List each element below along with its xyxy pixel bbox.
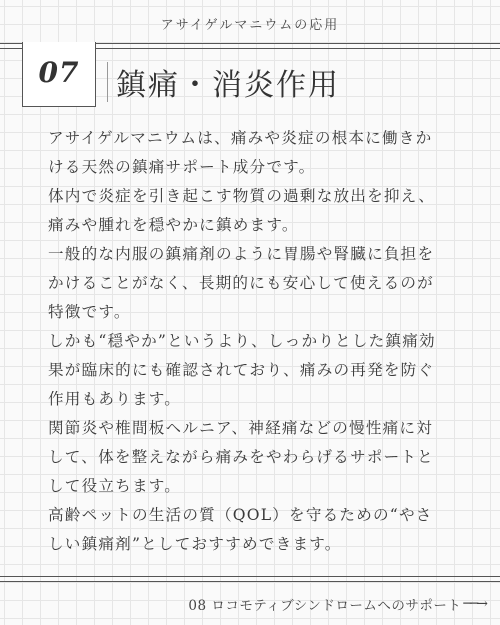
body-line: しい鎮痛剤”としておすすめできます。: [48, 535, 342, 553]
body-line: かけることがなく、長期的にも安心して使えるのが: [48, 274, 434, 292]
arrow-right-icon: ──→: [463, 596, 486, 612]
body-line: して役立ちます。: [48, 477, 182, 495]
body-line: 一般的な内服の鎮痛剤のように胃腸や腎臓に負担を: [48, 245, 435, 263]
bottom-divider: [0, 576, 500, 582]
body-line: ける天然の鎮痛サポート成分です。: [48, 158, 316, 176]
heading-separator: [107, 62, 108, 102]
section-number-badge: [22, 42, 96, 107]
next-section-link[interactable]: [188, 594, 486, 614]
section-title: 鎮痛・消炎作用: [116, 68, 340, 103]
body-line: 高齢ペットの生活の質（QOL）を守るための“やさ: [48, 506, 433, 524]
body-line: して、体を整えながら痛みをやわらげるサポートと: [48, 448, 434, 466]
body-line: 果が臨床的にも確認されており、痛みの再発を防ぐ: [48, 361, 435, 379]
body-line: しかも“穏やか”というより、しっかりとした鎮痛効: [48, 332, 436, 350]
body-line: 作用もあります。: [48, 390, 182, 408]
body-text: [48, 124, 468, 559]
body-line: 体内で炎症を引き起こす物質の過剰な放出を抑え、: [48, 187, 436, 205]
body-line: 痛みや腫れを穏やかに鎮めます。: [48, 216, 299, 234]
body-line: アサイゲルマニウムは、痛みや炎症の根本に働きか: [48, 129, 433, 147]
next-section-label: 08 ロコモティブシンドロームへのサポート: [188, 598, 462, 614]
section-number: 07: [38, 56, 80, 89]
body-line: 関節炎や椎間板ヘルニア、神経痛などの慢性痛に対: [48, 419, 434, 437]
page-header-title: アサイゲルマニウムの応用: [160, 18, 340, 33]
body-line: 特徴です。: [48, 303, 131, 321]
